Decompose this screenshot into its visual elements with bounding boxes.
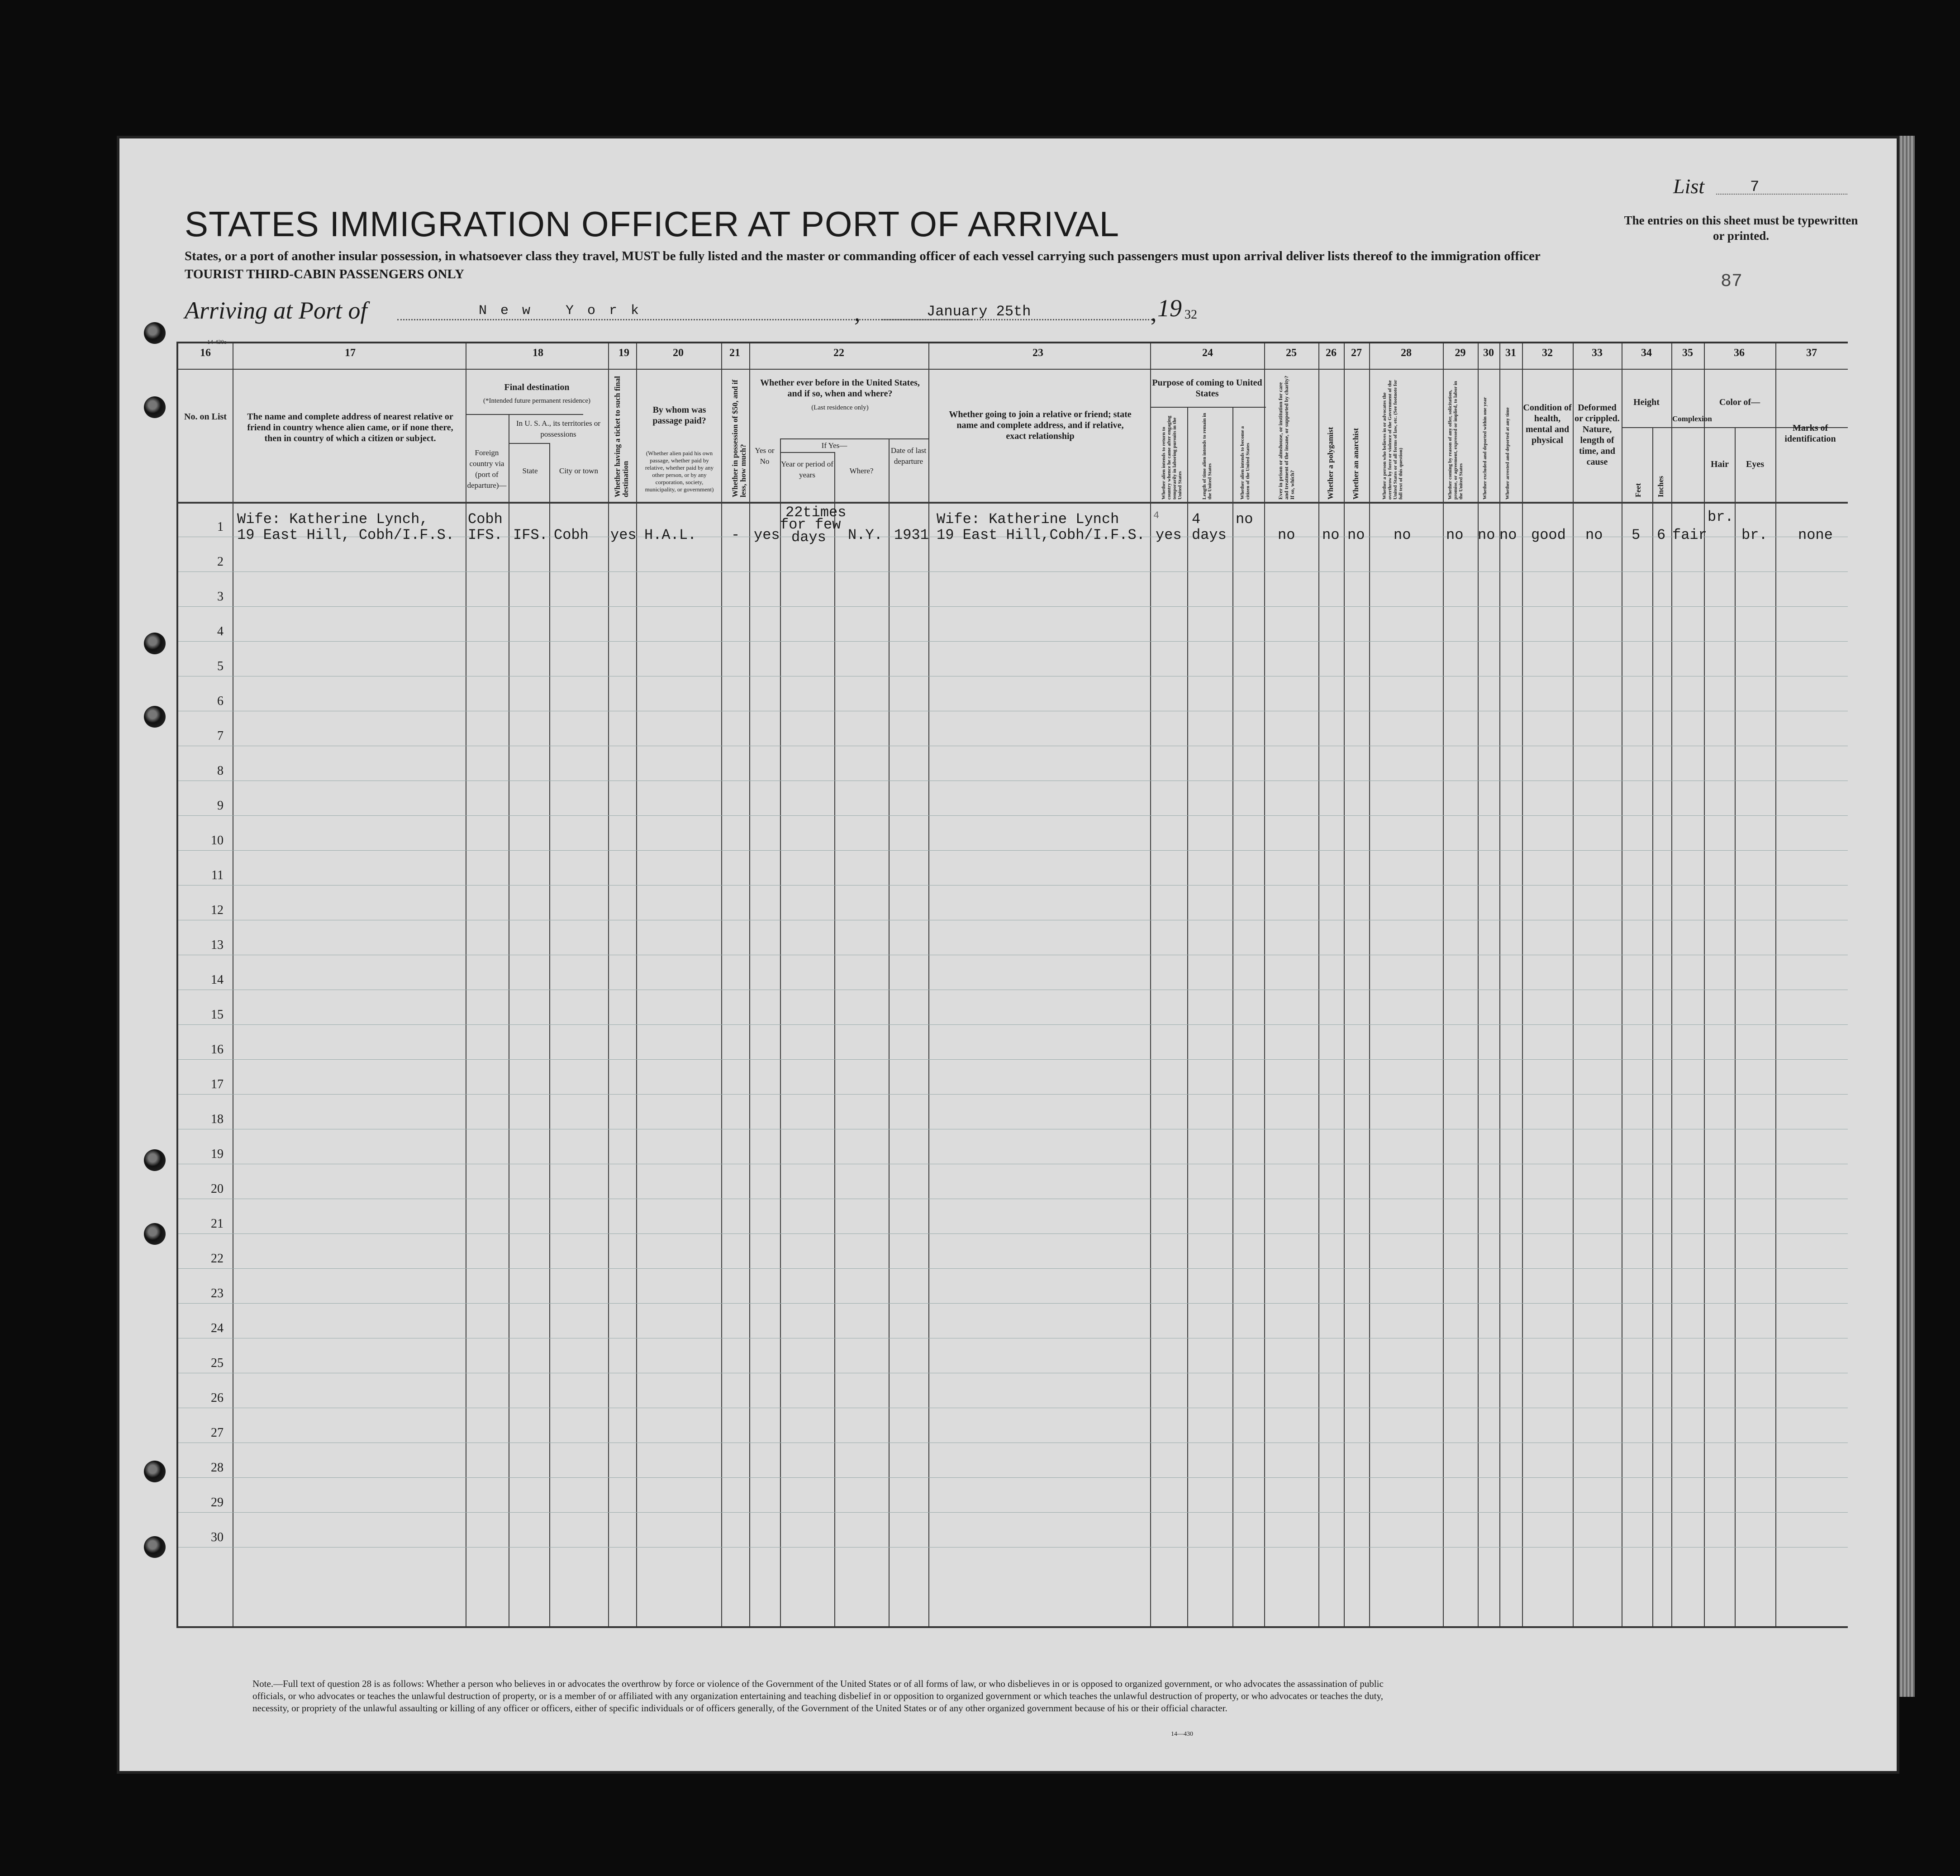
binder-hole bbox=[144, 706, 166, 728]
entry-where: N.Y. bbox=[848, 527, 883, 543]
col-divider bbox=[1318, 343, 1319, 1626]
subheader-divider bbox=[466, 414, 583, 415]
header-polygamist: Whether a polygamist bbox=[1326, 427, 1335, 500]
entry-last-departure: 1931 bbox=[894, 527, 929, 543]
entry-city: Cobh bbox=[554, 527, 589, 543]
header-last-residence: (Last residence only) bbox=[811, 404, 869, 411]
col-divider bbox=[721, 343, 722, 1626]
form-code-bottom: 14—430 bbox=[1171, 1731, 1193, 1738]
col-divider bbox=[1187, 407, 1188, 1626]
row-number: 22 bbox=[211, 1252, 224, 1266]
col-num-33: 33 bbox=[1592, 347, 1603, 359]
col-num-27: 27 bbox=[1351, 347, 1362, 359]
list-number-line bbox=[1716, 194, 1847, 195]
col-divider bbox=[1573, 343, 1574, 1626]
row-line bbox=[178, 850, 1848, 851]
row-number: 24 bbox=[211, 1321, 224, 1335]
col-num-31: 31 bbox=[1505, 347, 1516, 359]
col-divider bbox=[608, 343, 609, 1626]
col-divider bbox=[834, 452, 835, 1626]
entry-foreign-line1: Cobh bbox=[468, 511, 503, 528]
entry-hair: br. bbox=[1708, 509, 1734, 525]
col-num-20: 20 bbox=[673, 347, 684, 359]
binder-hole bbox=[144, 633, 166, 654]
row-number: 10 bbox=[211, 833, 224, 848]
entry-anarchist: no bbox=[1347, 527, 1365, 543]
col-num-30: 30 bbox=[1483, 347, 1494, 359]
col-divider bbox=[780, 438, 781, 1626]
header-anarchist: Whether an anarchist bbox=[1351, 428, 1360, 500]
entry-offer: no bbox=[1446, 527, 1464, 543]
col-divider bbox=[1264, 343, 1265, 1626]
header-joining-relative: Whether going to join a relative or friend; state name and complete address, and if relative, exact relationship bbox=[949, 409, 1132, 441]
header-in-usa: In U. S. A., its territories or possessions bbox=[516, 419, 601, 438]
subheader-divider bbox=[780, 452, 834, 453]
col-num-28: 28 bbox=[1401, 347, 1412, 359]
row-number: 14 bbox=[211, 973, 224, 987]
row-line bbox=[178, 1512, 1848, 1513]
entry-excluded: no bbox=[1478, 527, 1495, 543]
row-number: 28 bbox=[211, 1461, 224, 1475]
entry-paid-by: H.A.L. bbox=[644, 527, 697, 543]
entry-period-line2: for few bbox=[780, 516, 841, 533]
header-period: Year or period of years bbox=[781, 460, 833, 479]
col-num-24: 24 bbox=[1202, 347, 1213, 359]
header-nearest-relative: The name and complete address of nearest relative or friend in country whence alien came, or if none there, then in country of which a citizen or subject. bbox=[247, 412, 453, 443]
row-number: 13 bbox=[211, 938, 224, 952]
row-number: 19 bbox=[211, 1147, 224, 1161]
row-number: 16 bbox=[211, 1043, 224, 1057]
row-number: 20 bbox=[211, 1182, 224, 1196]
row-number: 5 bbox=[217, 659, 224, 673]
header-purpose: Purpose of coming to United States bbox=[1152, 378, 1262, 399]
row-line bbox=[178, 1477, 1848, 1478]
row-line bbox=[178, 571, 1848, 572]
subheader-divider bbox=[1150, 407, 1266, 408]
passenger-class-label: TOURIST THIRD-CABIN PASSENGERS ONLY bbox=[185, 267, 465, 281]
row-number: 1 bbox=[217, 520, 224, 534]
col-divider bbox=[1150, 343, 1151, 1626]
col-num-25: 25 bbox=[1286, 347, 1297, 359]
entry-foreign-line2: IFS. bbox=[468, 527, 503, 543]
header-state: State bbox=[522, 467, 538, 475]
col-divider bbox=[1443, 343, 1444, 1626]
header-final-destination-note: (*Intended future permanent residence) bbox=[483, 397, 590, 405]
header-ever-before: Whether ever before in the United States, and if so, when and where? bbox=[760, 378, 920, 399]
binder-hole bbox=[144, 396, 166, 418]
header-complexion: Complexion bbox=[1672, 414, 1712, 423]
entry-before-yes: yes bbox=[754, 527, 780, 543]
col-divider bbox=[549, 443, 550, 1626]
col-divider bbox=[1344, 343, 1345, 1626]
header-yes-no: Yes or No bbox=[755, 446, 775, 466]
binder-hole bbox=[144, 322, 166, 344]
row-number: 27 bbox=[211, 1426, 224, 1440]
entry-relative-line1: Wife: Katherine Lynch, bbox=[237, 511, 428, 528]
col-num-21: 21 bbox=[729, 347, 740, 359]
column-number-divider bbox=[178, 369, 1848, 370]
col-num-19: 19 bbox=[618, 347, 629, 359]
col-num-23: 23 bbox=[1032, 347, 1043, 359]
header-fifty-dollars: Whether in possession of $50, and if less, how much? bbox=[731, 380, 747, 497]
header-hair: Hair bbox=[1711, 459, 1729, 469]
row-line bbox=[178, 1268, 1848, 1269]
arrival-date: January 25th bbox=[927, 303, 1031, 320]
manifest-table bbox=[176, 342, 1848, 1628]
header-purpose-citizen: Whether alien intends to become a citizen of the United States bbox=[1240, 426, 1251, 500]
row-number: 6 bbox=[217, 694, 224, 708]
col-divider bbox=[1232, 407, 1233, 1626]
entry-length-line2: days bbox=[1192, 527, 1227, 543]
header-marks: Marks of identification bbox=[1784, 423, 1836, 444]
col-divider bbox=[1652, 427, 1653, 1626]
col-num-32: 32 bbox=[1542, 347, 1553, 359]
header-foreign-country: Foreign country via (port of departure)— bbox=[467, 448, 507, 490]
row-number: 23 bbox=[211, 1286, 224, 1300]
entry-arrested: no bbox=[1499, 527, 1517, 543]
row-line bbox=[178, 1303, 1848, 1304]
binder-hole bbox=[144, 1536, 166, 1558]
comma-separator: , bbox=[854, 299, 861, 326]
row-line bbox=[178, 1233, 1848, 1234]
entry-citizen: no bbox=[1236, 511, 1253, 528]
entries-instruction: The entries on this sheet must be typewritten or printed. bbox=[1624, 214, 1858, 243]
row-number: 4 bbox=[217, 624, 224, 638]
entry-prison: no bbox=[1278, 527, 1295, 543]
subheader-divider bbox=[509, 443, 549, 444]
header-health: Condition of health, mental and physical bbox=[1523, 403, 1572, 445]
row-number: 17 bbox=[211, 1077, 224, 1091]
row-number: 3 bbox=[217, 590, 224, 604]
entry-feet: 5 bbox=[1632, 527, 1641, 543]
entry-relative-line2: 19 East Hill, Cobh/I.F.S. bbox=[237, 527, 455, 543]
col-divider bbox=[1735, 427, 1736, 1626]
col-num-18: 18 bbox=[533, 347, 543, 359]
entry-purpose-return: yes bbox=[1156, 527, 1182, 543]
form-code-top: 14-430e bbox=[207, 338, 227, 345]
list-number: 7 bbox=[1750, 179, 1760, 196]
row-number: 12 bbox=[211, 903, 224, 917]
entry-state: IFS. bbox=[513, 527, 548, 543]
manifest-sheet bbox=[117, 136, 1899, 1774]
col-divider bbox=[889, 438, 890, 1626]
year-prefix: 19 bbox=[1157, 295, 1182, 322]
list-label: List bbox=[1673, 175, 1705, 198]
header-divider bbox=[178, 502, 1848, 504]
arriving-label: Arriving at Port of bbox=[185, 297, 367, 324]
row-line bbox=[178, 815, 1848, 816]
header-passage-paid: By whom was passage paid? bbox=[652, 405, 706, 426]
header-final-destination: Final destination bbox=[504, 382, 570, 392]
col-num-36: 36 bbox=[1734, 347, 1745, 359]
row-number: 15 bbox=[211, 1008, 224, 1022]
row-number: 11 bbox=[211, 868, 224, 882]
col-num-35: 35 bbox=[1682, 347, 1693, 359]
header-prison: Ever in prison or almshouse, or institution for care and treatment of the insane, or supported by charity? If so, which? bbox=[1277, 376, 1295, 500]
binder-hole bbox=[144, 1149, 166, 1171]
entry-join-line2: 19 East Hill,Cobh/I.F.S. bbox=[937, 527, 1145, 543]
row-number: 18 bbox=[211, 1112, 224, 1126]
col-num-17: 17 bbox=[345, 347, 356, 359]
port-value: New York bbox=[479, 303, 653, 319]
entry-length-line1: 4 bbox=[1192, 511, 1201, 528]
header-eyes: Eyes bbox=[1746, 459, 1764, 469]
col-divider bbox=[1369, 343, 1370, 1626]
row-number: 2 bbox=[217, 555, 224, 569]
row-number: 21 bbox=[211, 1217, 224, 1231]
entry-eyes: br. bbox=[1741, 527, 1768, 543]
col-num-26: 26 bbox=[1326, 347, 1337, 359]
header-where: Where? bbox=[849, 467, 874, 475]
year-suffix: 32 bbox=[1185, 308, 1197, 322]
col-num-34: 34 bbox=[1641, 347, 1652, 359]
header-passage-paid-note: (Whether alien paid his own passage, whether paid by relative, whether paid by any other person, or by any corporation, society, municipality, or government) bbox=[645, 450, 714, 493]
row-line bbox=[178, 641, 1848, 642]
row-number: 9 bbox=[217, 799, 224, 813]
header-deformed: Deformed or crippled. Nature, length of time, and cause bbox=[1575, 403, 1620, 467]
entry-money: - bbox=[731, 527, 740, 543]
entry-deformed: no bbox=[1585, 527, 1603, 543]
entry-join-line1: Wife: Katherine Lynch bbox=[937, 511, 1119, 528]
col-divider bbox=[749, 343, 750, 1626]
entry-ticket: yes bbox=[610, 527, 637, 543]
row-number: 25 bbox=[211, 1356, 224, 1370]
header-date-departure: Date of last departure bbox=[890, 446, 927, 466]
footnote-question-28: Note.—Full text of question 28 is as follows: Whether a person who believes in or advocates the overthrow by force or violence of the Government of the United States or of all forms of law, or who disbelieves in or is opposed to organized government, or who advocates the assassination of public officials, or who advocates or teaches the unlawful destruction of property, or is a member of or affiliated with any organization entertaining and teaching disbelief in or opposition to organized government or which teaches the unlawful destruction of property, or who advocates or teaches the duty, necessity, or propriety of the unlawful assaulting or killing of any officer or officers, either of specific individuals or of officers generally, of the Government of the United States or of any other organized government because of his or their official character. bbox=[252, 1678, 1384, 1714]
entry-complexion: fair bbox=[1672, 527, 1707, 543]
row-number: 7 bbox=[217, 729, 224, 743]
binder-hole bbox=[144, 1223, 166, 1245]
binder-hole bbox=[144, 1461, 166, 1482]
entry-health: good bbox=[1531, 527, 1566, 543]
header-city: City or town bbox=[559, 467, 598, 475]
col-num-29: 29 bbox=[1455, 347, 1466, 359]
entry-marks: none bbox=[1798, 527, 1833, 543]
entry-period-line3: days bbox=[791, 529, 826, 546]
row-number: 30 bbox=[211, 1530, 224, 1544]
form-title: STATES IMMIGRATION OFFICER AT PORT OF ARRIVAL bbox=[185, 204, 1120, 244]
entry-period-line1: 22times bbox=[785, 504, 847, 521]
row-line bbox=[178, 1024, 1848, 1025]
entry-purpose-mark: 4 bbox=[1153, 510, 1160, 521]
header-no-on-list: No. on List bbox=[184, 412, 227, 422]
header-arrested: Whether arrested and deported at any time bbox=[1505, 407, 1510, 500]
header-if-yes: If Yes— bbox=[821, 441, 847, 450]
header-excluded: Whether excluded and deported within one year bbox=[1482, 397, 1488, 500]
header-color-of: Color of— bbox=[1719, 397, 1760, 407]
row-line bbox=[178, 1094, 1848, 1095]
row-number: 29 bbox=[211, 1495, 224, 1509]
header-purpose-return: Whether alien intends to return to country whence he came after engaging temporarily in laboring pursuits in the United States bbox=[1161, 415, 1183, 500]
row-line bbox=[178, 1059, 1848, 1060]
page-stack-edge bbox=[1897, 136, 1915, 1697]
col-num-22: 22 bbox=[833, 347, 844, 359]
subheader-divider bbox=[780, 438, 928, 439]
header-height: Height bbox=[1633, 397, 1660, 407]
col-divider bbox=[1522, 343, 1523, 1626]
header-ticket: Whether having a ticket to such final destination bbox=[613, 376, 630, 497]
header-inches: Inches bbox=[1656, 476, 1665, 497]
col-divider bbox=[1775, 343, 1776, 1626]
comma-separator: , bbox=[1151, 299, 1157, 326]
entry-polygamist: no bbox=[1322, 527, 1340, 543]
header-overthrow: Whether a person who believes in or advocates the overthrow by force or violence of the Government of the United States or of all forms of law, etc. (See footnote for full text of this question) bbox=[1382, 380, 1403, 500]
entry-overthrow: no bbox=[1394, 527, 1411, 543]
col-num-37: 37 bbox=[1806, 347, 1817, 359]
row-line bbox=[178, 606, 1848, 607]
col-num-16: 16 bbox=[200, 347, 211, 359]
stamp-number: 87 bbox=[1721, 271, 1743, 292]
header-feet: Feet bbox=[1634, 483, 1642, 497]
row-number: 8 bbox=[217, 764, 224, 778]
form-subtitle: States, or a port of another insular possession, in whatsoever class they travel, MUST be fully listed and the master or commanding officer of each vessel carrying such passengers must upon arrival deliver lists thereof to the immigration officer bbox=[185, 249, 1541, 263]
header-offer: Whether coming by reason of any offer, solicitation, promise, or agreement, expressed or implied, to labor in the United States bbox=[1447, 381, 1464, 500]
row-line bbox=[178, 885, 1848, 886]
row-number: 26 bbox=[211, 1391, 224, 1405]
entry-inches: 6 bbox=[1657, 527, 1666, 543]
header-purpose-length: Length of time alien intends to remain in the United States bbox=[1202, 413, 1213, 500]
